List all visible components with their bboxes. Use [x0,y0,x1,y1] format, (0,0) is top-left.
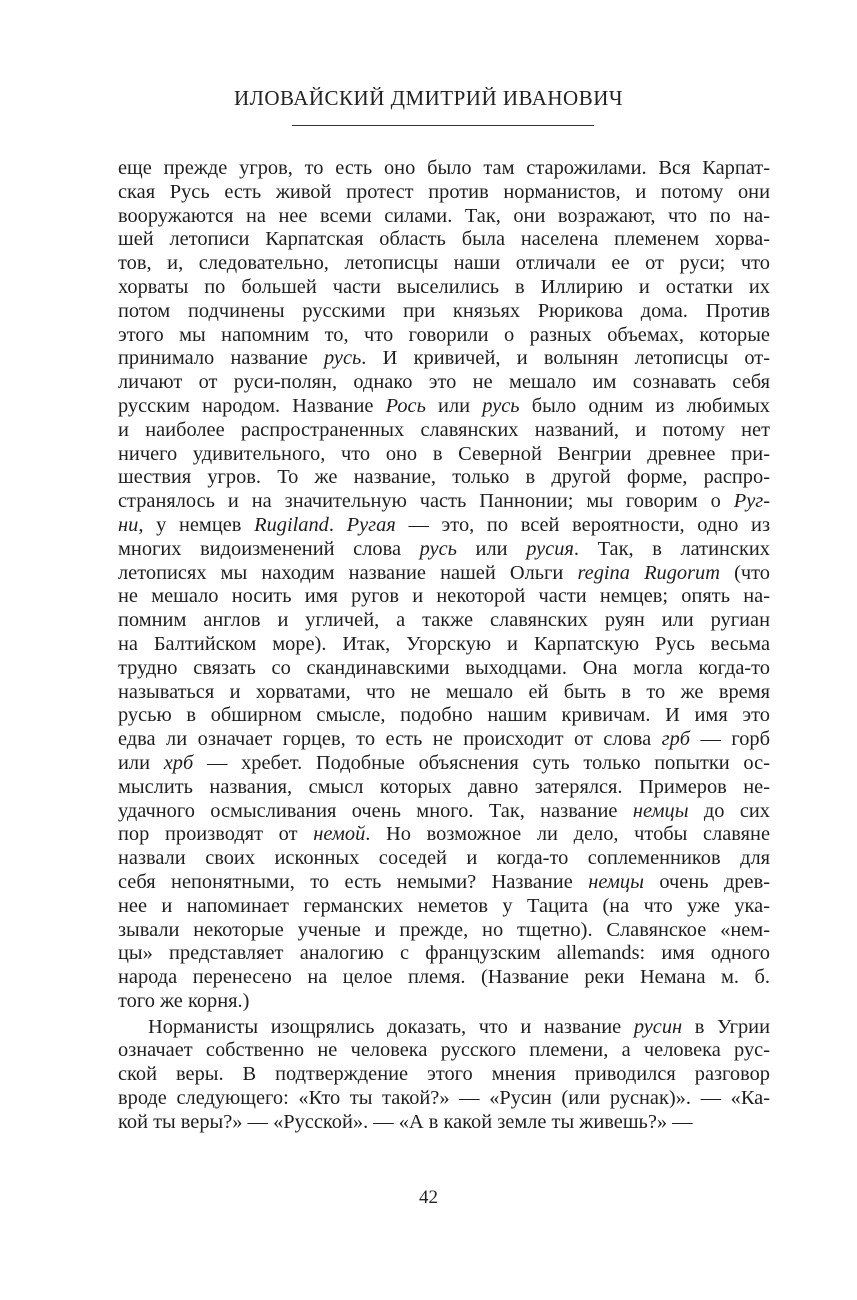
text-run: трудно связать со скандинавскими выходцами. Она могла когда-то [118,656,770,679]
text-line [118,157,770,181]
text-line [118,1016,770,1040]
paragraph [118,1016,770,1135]
italic-run: русь [482,394,520,417]
text-run: и наиболее распространенных славянских названий, и потому нет [118,418,770,441]
text-line [118,205,770,229]
italic-run: немцы [632,799,689,822]
text-run: не мешало носить имя ругов и некоторой части немцев; опять на- [118,585,770,608]
text-run: русью в обширном смысле, подобно нашим кривичам. И имя это [118,704,770,727]
text-line [118,514,770,538]
body-text [118,157,770,1135]
text-line [118,1063,770,1087]
text-run: было одним из любимых [519,394,770,417]
italic-run: Руг- [733,490,770,513]
text-run: этого мы напомним то, что говорили о разных объемах, которые [118,323,770,346]
text-run: цы» представляет аналогию с французским allemands: имя одного [118,942,770,965]
text-line [118,942,770,966]
text-run: личают от руси-полян, однако это не мешало им сознавать себя [118,371,770,394]
text-run: ничего удивительного, что оно в Северной Венгрии древнее при- [118,442,770,465]
text-run: называться и хорватами, что не мешало ей быть в то же время [118,680,770,703]
text-line [118,728,770,752]
italic-run: Ругая [346,513,396,536]
text-run: , у немцев [138,513,255,536]
page-number: 42 [419,1187,438,1208]
text-line [118,419,770,443]
text-run: или [425,394,483,417]
text-line [118,324,770,348]
text-run: вроде следующего: «Кто ты такой?» — «Русин (или руснак)». — «Ка- [118,1087,770,1110]
text-line [118,585,770,609]
text-line [118,657,770,681]
text-run: в Угрии [682,1015,770,1038]
text-run: зывали некоторые ученые и прежде, но тщетно). Славянское «нем- [118,918,770,941]
text-line [118,252,770,276]
text-line [118,371,770,395]
text-line [118,490,770,514]
text-run: шей летописи Карпатская область была населена племенем хорва- [118,228,770,251]
text-run: удачного осмысливания очень много. Так, название [118,799,633,822]
italic-run: грб [661,728,691,751]
text-line [118,228,770,252]
text-run: назвали своих исконных соседей и когда-то соплеменников для [118,847,770,870]
text-run: — горб [690,728,770,751]
text-run: вооружаются на нее всеми силами. Так, они возражают, что по на- [118,204,770,227]
text-line [118,538,770,562]
italic-run: Рось [385,394,426,417]
text-line [118,181,770,205]
header-rule [292,125,594,126]
text-line [118,681,770,705]
text-run: потом подчинены русскими при князьях Рюрикова дома. Против [118,299,770,322]
italic-run: немцы [588,870,644,893]
running-head: ИЛОВАЙСКИЙ ДМИТРИЙ ИВАНОВИЧ [233,86,624,110]
text-run: многих видоизменений слова [118,537,420,560]
text-run: летописях мы находим название нашей Ольги [118,561,578,584]
text-line [118,347,770,371]
text-line [118,990,770,1014]
text-run: означает собственно не человека русского племени, а человека рус- [118,1039,770,1062]
text-line [118,847,770,871]
text-run: едва ли означает горцев, то есть не происходит от слова [118,728,662,751]
text-run: . Но возможное ли дело, чтобы славяне [365,823,770,846]
italic-run: Rugiland [254,513,329,536]
text-run: . Так, в латинских [573,537,770,560]
text-run: шествия угров. То же название, только в другой форме, распро- [118,466,770,489]
text-line [118,562,770,586]
text-line [118,609,770,633]
text-run: Норманисты изощрялись доказать, что и название [148,1015,634,1038]
text-run: — хребет. Подобные объяснения суть только попытки ос- [193,751,770,774]
text-run: ская Русь есть живой протест против норманистов, и потому они [118,180,770,203]
text-line [118,800,770,824]
text-run: тов, и, следовательно, летописцы наши отличали ее от руси; что [118,252,770,275]
text-run: того же корня.) [118,989,250,1012]
text-run: или [118,751,164,774]
text-run: ской веры. В подтверждение этого мнения приводился разговор [118,1063,770,1086]
italic-run: немой [313,823,366,846]
text-run: еще прежде угров, то есть оно было там старожилами. Вся Карпат- [118,157,770,179]
text-line [118,395,770,419]
text-run: очень древ- [643,870,770,893]
text-run: или [456,537,527,560]
text-line [118,443,770,467]
text-run: пор производят от [118,823,314,846]
text-line [118,895,770,919]
italic-run: regina Rugorum [577,561,720,584]
text-run: нее и напоминает германских неметов у Тацита (на что уже ука- [118,894,770,917]
text-line [118,752,770,776]
text-line [118,300,770,324]
italic-run: русин [633,1015,683,1038]
paragraph [118,157,770,1014]
text-run: принимало название [118,347,324,370]
text-run: кой ты веры?» — «Русской». — «А в какой земле ты живешь?» — [118,1110,693,1133]
italic-run: русия [526,537,574,560]
text-line [118,776,770,800]
text-line [118,1039,770,1063]
text-run: до сих [688,799,770,822]
text-run: (что [719,561,770,584]
text-run: себя непонятными, то есть немыми? Название [118,870,589,893]
text-line [118,633,770,657]
text-run: на Балтийском море). Итак, Угорскую и Карпатскую Русь весьма [118,632,770,655]
text-line [118,466,770,490]
italic-run: русь [419,537,457,560]
text-line [118,919,770,943]
text-line [118,276,770,300]
italic-run: хрб [163,751,194,774]
text-line [118,1111,770,1135]
text-run: мыслить названия, смысл которых давно затерялся. Примеров не- [118,775,770,798]
text-run: . [328,513,347,536]
text-run: — это, по всей вероятности, одно из [395,513,770,536]
text-line [118,871,770,895]
text-run: помним англов и угличей, а также славянских руян или ругиан [118,609,770,632]
text-line [118,966,770,990]
text-line [118,1087,770,1111]
italic-run: ни [118,513,139,536]
italic-run: русь [323,347,362,370]
text-line [118,704,770,728]
text-run: . И кривичей, и волынян летописцы от- [361,347,770,370]
text-run: странялось и на значительную часть Паннонии; мы говорим о [118,490,734,513]
text-line [118,823,770,847]
text-run: хорваты по большей части выселились в Иллирию и остатки их [118,275,770,298]
text-run: народа перенесено на целое племя. (Название реки Немана м. б. [118,966,770,989]
text-run: русским народом. Название [118,394,386,417]
